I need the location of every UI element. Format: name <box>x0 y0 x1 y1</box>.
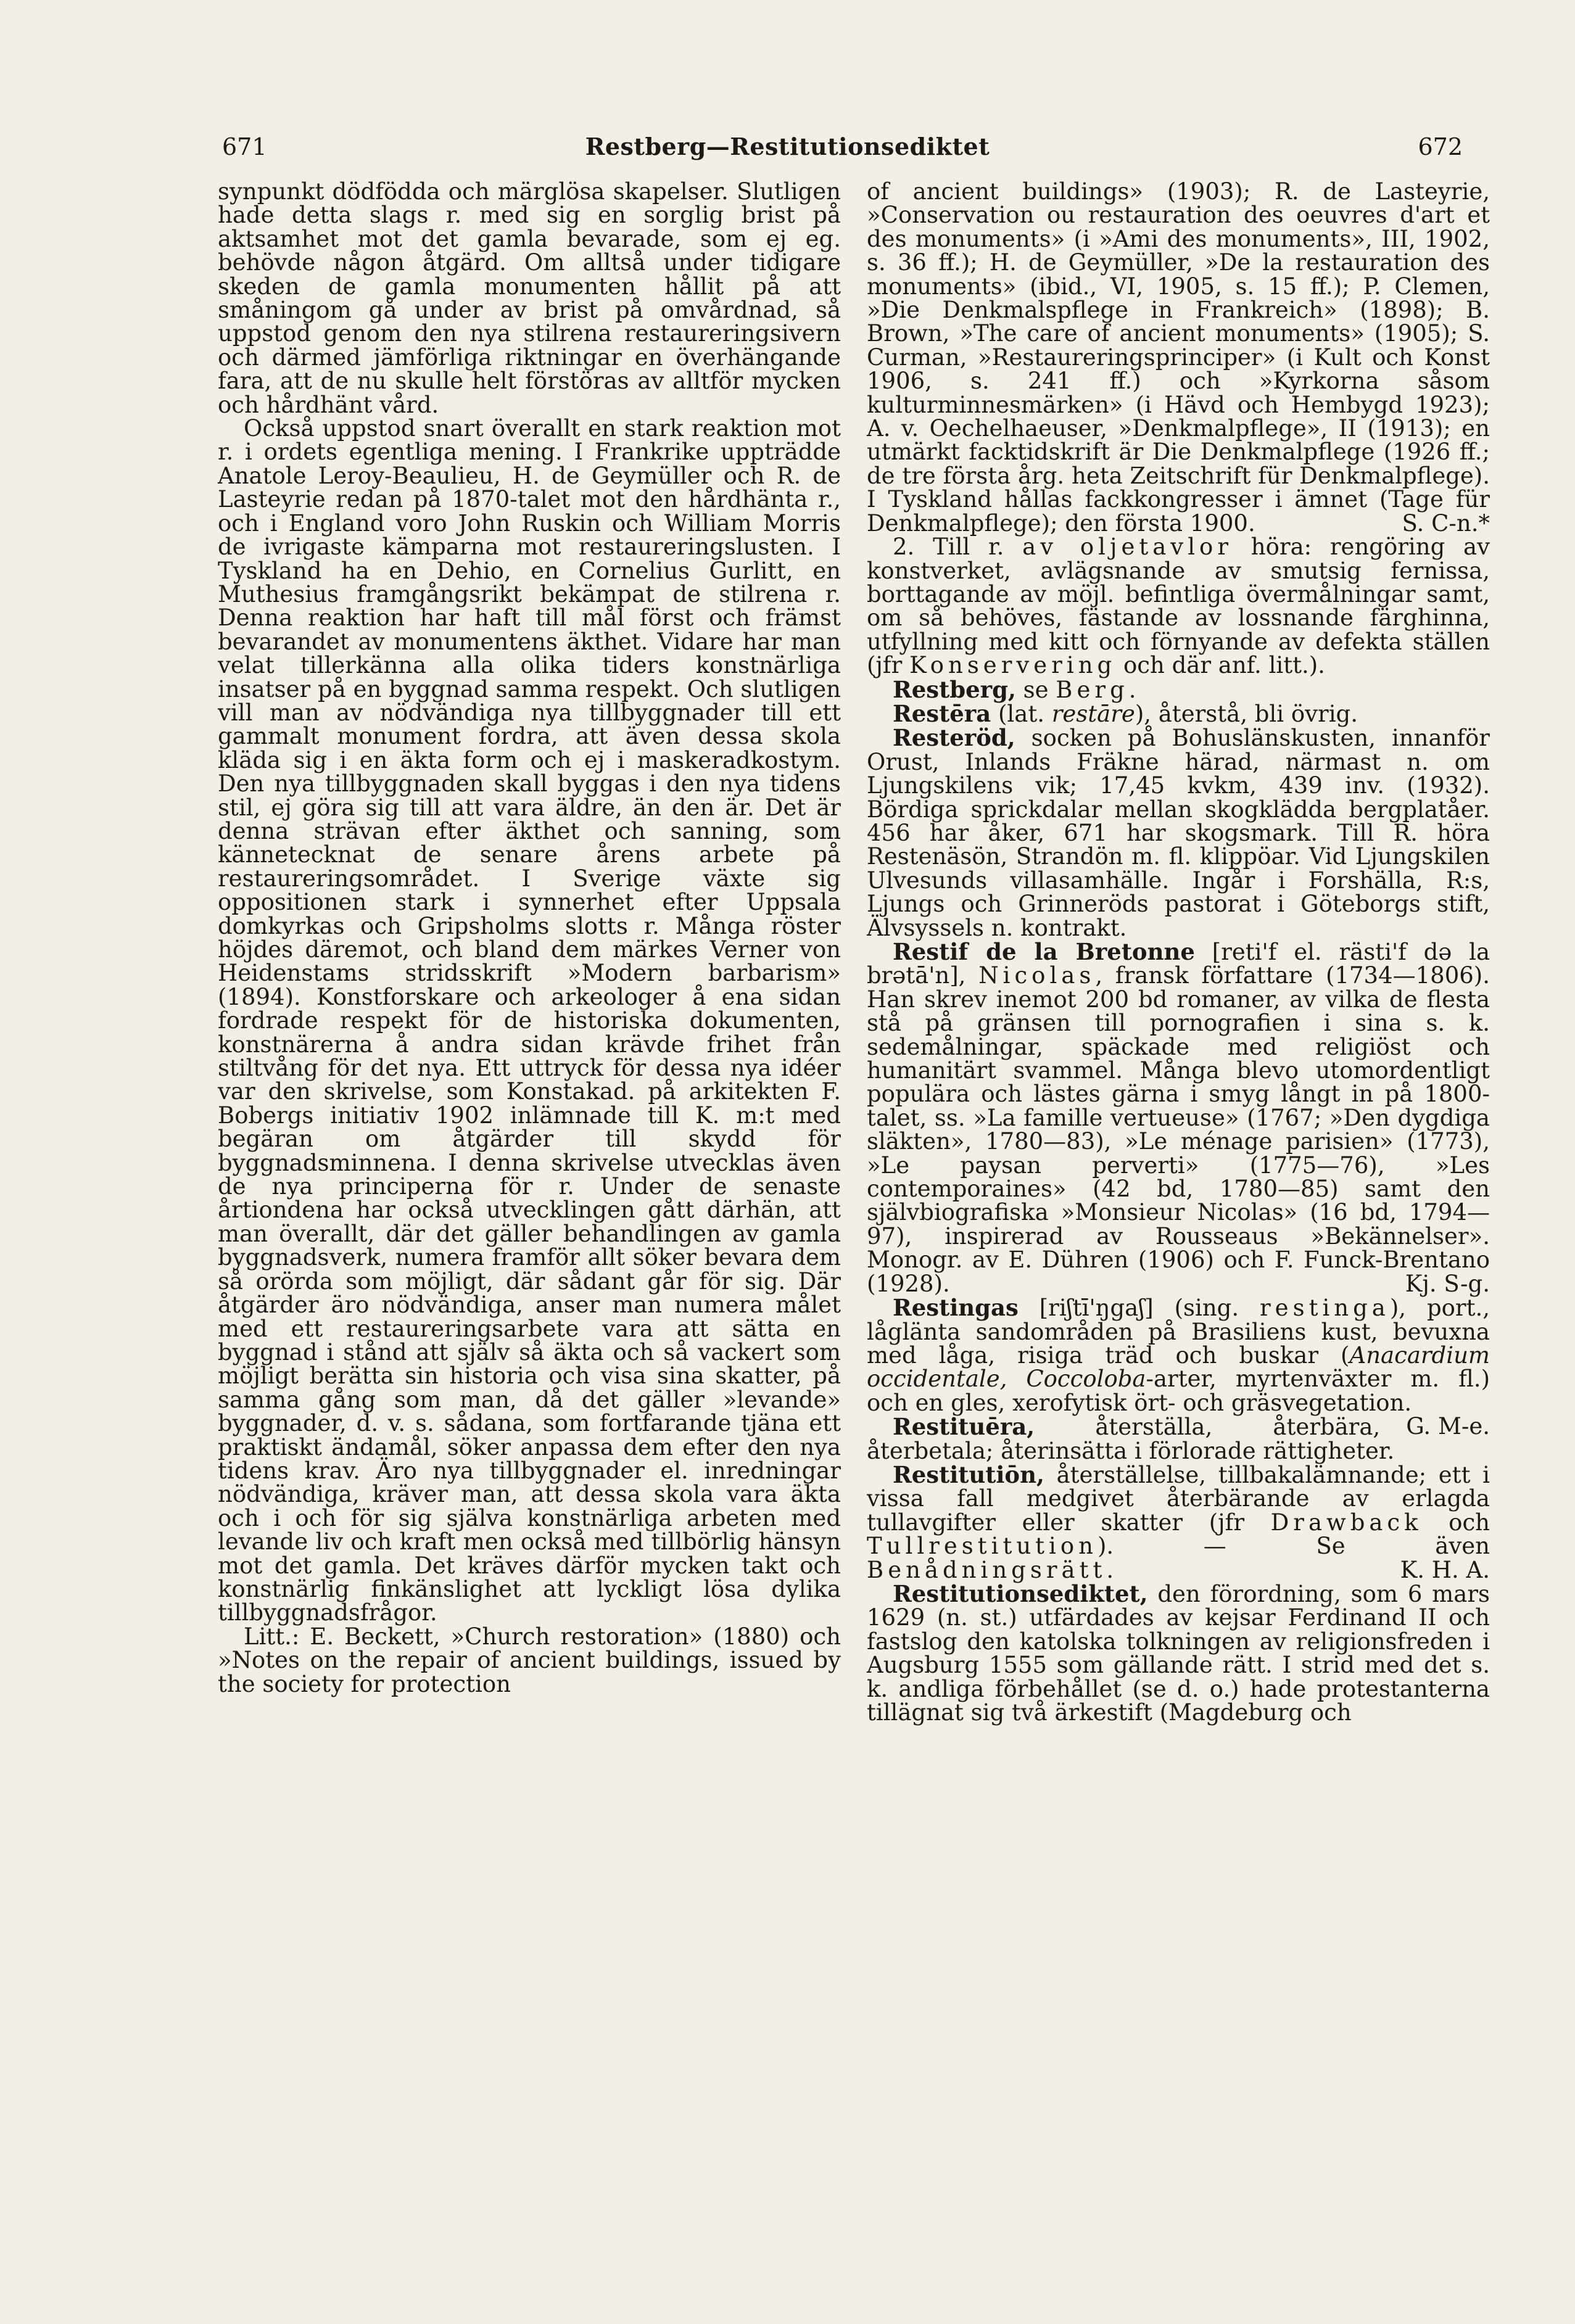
entry-resterod: Resteröd, socken på Bohuslänskusten, innanför Orust, Inlands Fräkne härad, närmast n. om Ljungskilens vik; 17,45 kvkm, 439 inv. (1932). Bördiga sprickdalar mellan skogklädda bergplatåer. 456 har åker, 671 har skogsmark. Till R. höra Restenäsön, Strandön m. fl. klippöar. Vid Ljungskilen Ulvesunds villasamhälle. Ingår i Forshälla, R:s, Ljungs och Grinneröds pastorat i Göteborgs stift, Älvsyssels n. kontrakt. <box>867 724 1490 941</box>
entry-restera: Restēra (lat. restāre), återstå, bli övrig. <box>893 699 1358 727</box>
cross-reference: Drawback <box>1270 1509 1423 1536</box>
entry-restitutionsediktet: Restitutionsediktet, den förordning, som 6 mars 1629 (n. st.) utfärdades av kejsar Ferdinand II och fastslog den katolska tolkningen av religionsfreden i Augsburg 1555 som gällande rätt. I strid med det s. k. andliga förbehållet (se d. o.) hade protestanterna tillägnat sig två ärkestift (Magdeburg och <box>867 1580 1490 1726</box>
entry-restingas: Restingas [riʃtī'ŋgaʃ] (sing. restinga), port., låglänta sandområden på Brasiliens kust, bevuxna med låga, risiga träd och buskar (Anacardium occidentale, Coccoloba-arter, myrtenväxter m. fl.) och en gles, xerofytisk ört- och gräsvegetation. G. M-e. <box>867 1294 1490 1440</box>
headword: Restberg, <box>893 675 1016 703</box>
author-signature: S. C-n.* <box>1402 509 1490 537</box>
headword: Resteröd, <box>893 724 1015 752</box>
entry-restituera: Restituēra, återställa, återbära, återbetala; återinsätta i förlorade rättigheter. <box>867 1413 1395 1464</box>
headword: Restēra <box>893 699 991 727</box>
headword: Restituēra, <box>893 1413 1035 1441</box>
headword: Restitutionsediktet, <box>893 1580 1148 1607</box>
page-number-left: 671 <box>222 133 267 160</box>
entry-restif-de-la-bretonne: Restif de la Bretonne [reti'f el. rästi'f də la brətā'n], Nicolas, fransk författare (1734—1806). Han skrev inemot 200 bd romaner, av vilka de flesta stå på gränsen till pornografien i sina s. k. sedemålningar, späckade med religiöst och humanitärt svammel. Många blevo utomordentligt populära och lästes gärna i smyg långt in på 1800-talet, ss. »La famille vertueuse» (1767; »Den dygdiga släkten», 1780—83), »Le ménage parisien» (1773), »Le paysan perverti» (1775—76), »Les contemporaines» (42 bd, 1780—85) samt den självbiografiska »Monsieur Nicolas» (16 bd, 1794—97), inspirerad av Rousseaus »Bekännelser». Monogr. av E. Dühren (1906) och F. Funck-Brentano (1928). Kj. S-g. <box>867 938 1490 1297</box>
cross-reference: Berg <box>1056 676 1129 703</box>
entry-restitution: Restitutiōn, återställelse, tillbakalämnande; ett i vissa fall medgivet återbärande av erlagda tullavgifter eller skatter (jfr Drawback och Tullrestitution). — Se även Benådningsrätt. K. H. A. <box>867 1461 1490 1583</box>
running-title: Restberg—Restitutionsediktet <box>585 133 990 160</box>
cross-reference: Tullrestitution <box>867 1533 1098 1560</box>
right-column <box>867 180 1490 1724</box>
headword: Restif de la Bretonne <box>893 938 1195 965</box>
author-signature: Kj. S-g. <box>1405 1270 1490 1297</box>
oil-paintings-paragraph: 2. Till r. av oljetavlor höra: rengöring av konstverket, avlägsnande av smutsig fernissa, borttagande av möjl. befintliga övermålningar samt, om så behöves, fästande av lossnande färghinna, utfyllning med kitt och förnyande av defekta ställen (jfr Konservering och där anf. litt.). <box>867 534 1490 679</box>
paragraph-literature: Litt.: E. Beckett, »Church restoration» (1880) och »Notes on the repair of ancient buildings, issued by the society for protection <box>218 1623 841 1697</box>
headword: Restitutiōn, <box>893 1461 1044 1488</box>
paragraph-restoration-critique: synpunkt dödfödda och märglösa skapelser. Slutligen hade detta slags r. med sig en sorglig brist på aktsamhet mot det gamla bevarade, som ej eg. behövde någon åtgärd. Om alltså under tidigare skeden de gamla monumenten hållit på att småningom gå under av brist på omvårdnad, så uppstod genom den nya stilrena restaureringsivern och därmed jämförliga riktningar en överhängande fara, att de nu skulle helt förstöras av alltför mycken och hårdhänt vård. <box>218 178 841 418</box>
page-number-right: 672 <box>1418 133 1463 160</box>
author-signature: G. M-e. <box>1406 1413 1490 1440</box>
literature-continued: of ancient buildings» (1903); R. de Lasteyrie, »Conservation ou restauration des oeuvres d'art et des monuments» (i »Ami des monuments», III, 1902, s. 36 ff.); H. de Geymüller, »De la restauration des monuments» (ibid., VI, 1905, s. 15 ff.); P. Clemen, »Die Denkmalspflege in Frankreich» (1898); B. Brown, »The care of ancient monuments» (1905); S. Curman, »Restaureringsprinciper» (i Kult och Konst 1906, s. 241 ff.) och »Kyrkorna såsom kulturminnesmärken» (i Hävd och Hembygd 1923); A. v. Oechelhaeuser, »Denkmalpflege», II (1913); en utmärkt facktidskrift är Die Denkmalpflege (1926 ff.; de tre första årg. heta Zeitschrift für Denkmalpflege). I Tyskland hållas fackkongresser i ämnet (Tage für Denkmalpflege); den första 1900. S. C-n.* <box>867 178 1490 537</box>
entry-restberg: Restberg, se Berg. <box>893 675 1136 703</box>
cross-reference: Benådningsrätt <box>867 1556 1107 1583</box>
headword: Restingas <box>893 1294 1019 1322</box>
author-signature: K. H. A. <box>1400 1556 1490 1583</box>
paragraph-reaction: Också uppstod snart överallt en stark reaktion mot r. i ordets egentliga mening. I Frankrike uppträdde Anatole Leroy-Beaulieu, H. de Geymüller och R. de Lasteyrie redan på 1870-talet mot den hårdhänta r., och i England voro John Ruskin och William Morris de ivrigaste kämparna mot restaureringslusten. I Tyskland ha en Dehio, en Cornelius Gurlitt, en Muthesius framgångsrikt bekämpat de stilrena r. Denna reaktion har haft till mål först och främst bevarandet av monumentens äkthet. Vidare har man velat tillerkänna alla olika tiders konstnärliga insatser på en byggnad samma respekt. Och slutligen vill man av nödvändiga nya tillbyggnader till ett gammalt monument fordra, att även dessa skola kläda sig i en äkta form och ej i maskeradkostym. Den nya tillbyggnaden skall byggas i den nya tidens stil, ej göra sig till att vara äldre, än den är. Det är denna strävan efter äkthet och sanning, som kännetecknat de senare årens arbete på restaureringsområdet. I Sverige växte sig oppositionen stark i synnerhet efter Uppsala domkyrkas och Gripsholms slotts r. Många röster höjdes däremot, och bland dem märkes Verner von Heidenstams stridsskrift »Modern barbarism» (1894). Konstforskare och arkeologer å ena sidan fordrade respekt för de historiska dokumenten, konstnärerna å andra sidan krävde frihet från stiltvång för det nya. Ett uttryck för dessa nya idéer var den skrivelse, som Konstakad. på arkitekten F. Bobergs initiativ 1902 inlämnade till K. m:t med begäran om åtgärder till skydd för byggnadsminnena. I denna skrivelse utvecklas även de nya principerna för r. Under de senaste årtiondena har också utvecklingen gått därhän, att man överallt, där det gäller behandlingen av gamla byggnadsverk, numera framför allt söker bevara dem så orörda som möjligt, där sådant går för sig. Där åtgärder äro nödvändiga, anser man numera målet med ett restaureringsarbete vara att sätta en byggnad i stånd att själv så äkta och så vackert som möjligt berätta sin historia och visa sina skatter, på samma gång som man, då det gäller »levande» byggnader, d. v. s. sådana, som fortfarande tjäna ett praktiskt ändamål, söker anpassa dem efter den nya tidens krav. Äro nya tillbyggnader el. inredningar nödvändiga, kräver man, att dessa skola vara äkta och i och för sig själva konstnärliga arbeten med levande liv och kraft men också med tillbörlig hänsyn mot det gamla. Det kräves därför mycken takt och konstnärlig finkänslighet att lyckligt lösa dylika tillbyggnadsfrågor. <box>218 415 841 1626</box>
left-column <box>218 180 841 1696</box>
